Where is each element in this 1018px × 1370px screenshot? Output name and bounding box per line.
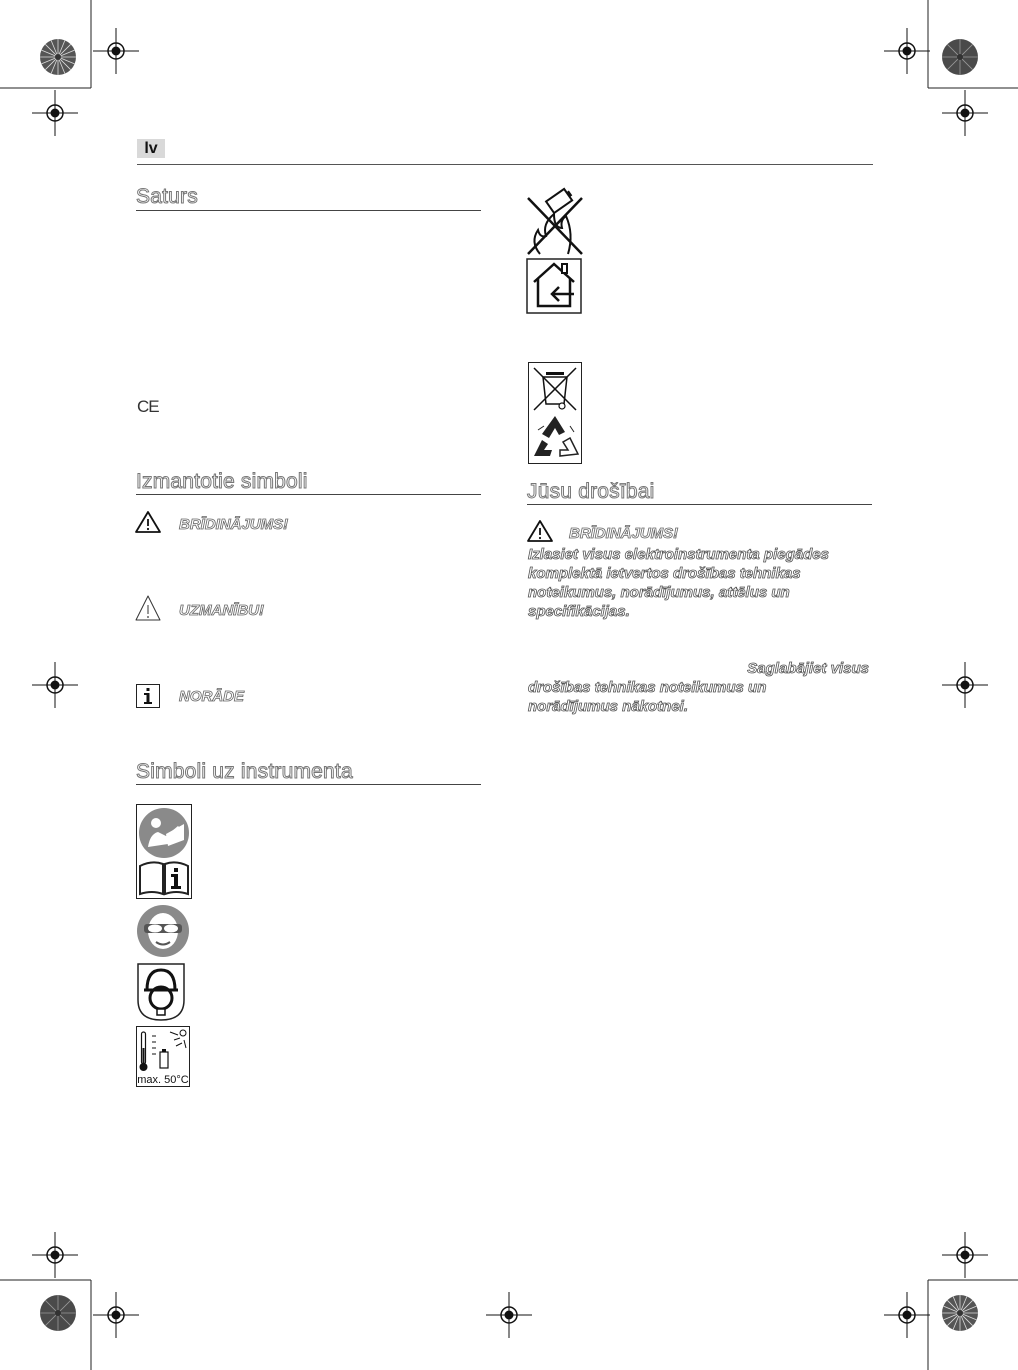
read-manual-icon: [136, 804, 192, 899]
warning-triangle-icon: [134, 594, 162, 622]
safety-keep-text: [528, 659, 873, 716]
crop-registration-mark-icon: [32, 90, 78, 136]
symbols-title: Izmantotie simboli: [136, 470, 308, 493]
recycle-icon: [530, 414, 580, 460]
note-signal-word: NORĀDE: [179, 688, 245, 705]
crop-registration-mark-icon: [942, 662, 988, 708]
section-rule: [527, 504, 872, 505]
color-wheel-icon: [39, 38, 77, 76]
temperature-label: max. 50°C: [137, 1074, 189, 1086]
temperature-limit-icon: [136, 1026, 190, 1087]
color-wheel-icon: [941, 38, 979, 76]
text-line: Saglabājiet visus: [747, 660, 869, 677]
ear-protection-icon: [136, 962, 186, 1022]
header-rule: [137, 164, 873, 165]
crop-registration-mark-icon: [884, 1292, 930, 1338]
warning-triangle-icon: [526, 519, 554, 543]
warning-triangle-icon: [134, 510, 162, 534]
ce-mark: CE: [137, 397, 159, 416]
text-line: komplektā ietvertos drošības tehnikas: [528, 565, 801, 582]
crop-registration-mark-icon: [93, 1292, 139, 1338]
color-wheel-icon: [39, 1294, 77, 1332]
safety-title: Jūsu drošībai: [527, 480, 655, 503]
section-rule: [136, 784, 481, 785]
color-wheel-icon: [941, 1294, 979, 1332]
crop-registration-mark-icon: [32, 1232, 78, 1278]
crop-registration-mark-icon: [884, 28, 930, 74]
caution-signal-word: UZMANĪBU!: [179, 602, 264, 619]
text-line: Izlasiet visus elektroinstrumenta piegādes: [528, 546, 829, 563]
crop-registration-mark-icon: [486, 1292, 532, 1338]
goggles-icon: [136, 904, 190, 958]
text-line: norādījumus nākotnei.: [528, 698, 689, 715]
instrument-symbols-title: Simboli uz instrumenta: [136, 760, 353, 783]
language-tag: lv: [137, 139, 165, 158]
crop-registration-mark-icon: [32, 662, 78, 708]
section-rule: [136, 494, 481, 495]
safety-warning-label: BRĪDINĀJUMS!: [569, 525, 679, 542]
info-icon: [136, 684, 160, 708]
crop-registration-mark-icon: [942, 90, 988, 136]
contents-title: Saturs: [136, 185, 198, 208]
warning-signal-word: BRĪDINĀJUMS!: [179, 516, 289, 533]
crop-registration-mark-icon: [93, 28, 139, 74]
crop-registration-mark-icon: [942, 1232, 988, 1278]
safety-intro-text: [528, 545, 873, 621]
indoor-use-icon: [526, 258, 582, 314]
no-fire-battery-icon: [526, 184, 584, 256]
text-line: drošības tehnikas noteikumus un: [528, 679, 767, 696]
section-rule: [136, 210, 481, 211]
text-line: noteikumus, norādījumus, attēlus un: [528, 584, 790, 601]
text-line: specifikācijas.: [528, 603, 630, 620]
